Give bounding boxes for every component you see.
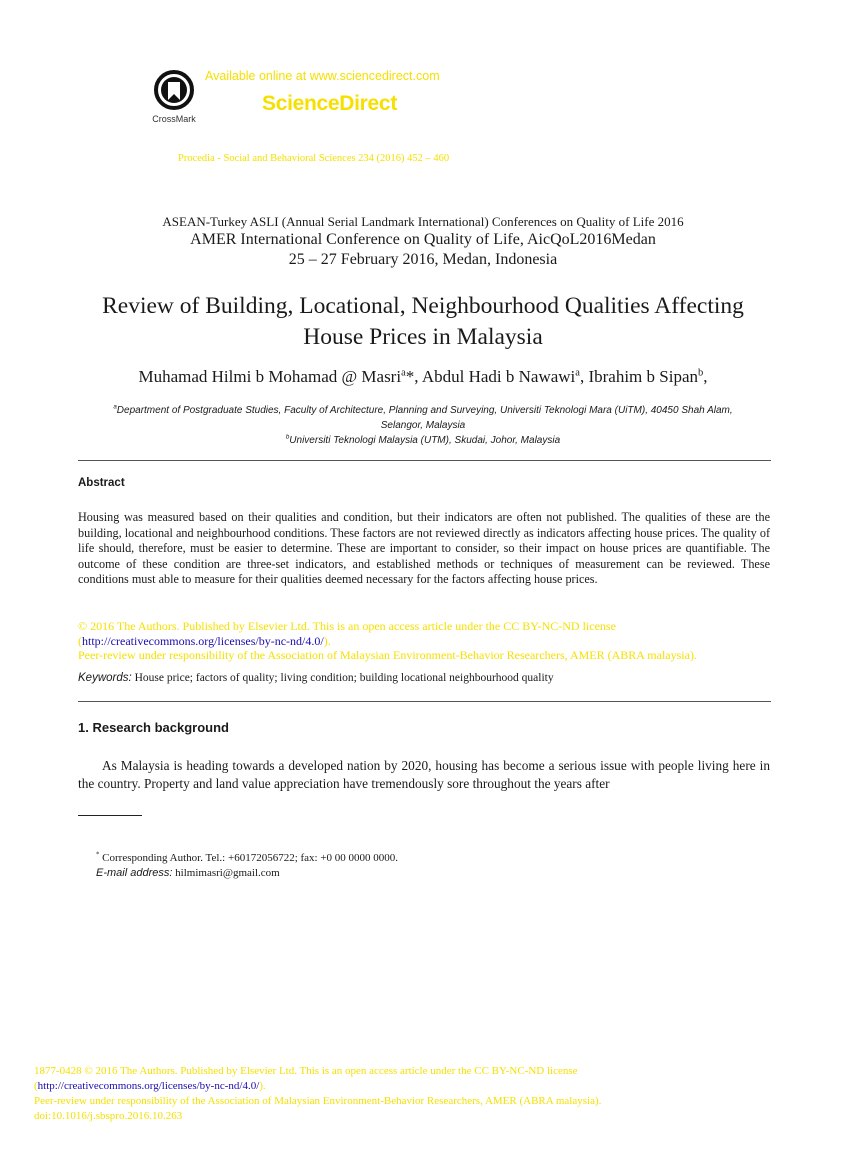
footer-url-line (34, 1079, 601, 1094)
section-paragraph: As Malaysia is heading towards a developed nation by 2020, housing has become a serious issue with people living here in the country. Property and land value appreciation have tremendously sore throughout the years after (78, 758, 770, 791)
license-url-link[interactable]: http://creativecommons.org/licenses/by-nc-nd/4.0/ (82, 633, 324, 648)
title-line-2: House Prices in Malaysia (303, 324, 543, 350)
section-heading: 1. Research background (78, 720, 229, 735)
email-line (96, 866, 398, 881)
footer-url-link[interactable]: http://creativecommons.org/licenses/by-nc-nd/4.0/ (37, 1080, 260, 1092)
affiliation-a-line-1: Department of Postgraduate Studies, Faculty of Architecture, Planning and Surveying, Universiti Teknologi Mara (UiTM), 40450 Shah Alam, (116, 405, 733, 416)
divider (78, 701, 771, 702)
author-2-affiliation-mark: a (575, 367, 580, 379)
author-separator: , (579, 367, 589, 386)
license-statement: © 2016 The Authors. Published by Elsevier Ltd. This is an open access article under the CC BY-NC-ND license (78, 619, 616, 633)
footer-doi[interactable]: doi:10.1016/j.sbspro.2016.10.263 (34, 1110, 183, 1122)
author-3: Ibrahim b Sipan (588, 367, 699, 386)
author-1: Muhamad Hilmi b Mohamad @ Masri (138, 367, 402, 386)
paper-title (60, 291, 786, 353)
affiliation-a-mark: a (113, 403, 117, 411)
affiliation-a-line-2: Selangor, Malaysia (380, 420, 466, 431)
email-address[interactable]: hilmimasri@gmail.com (172, 866, 280, 879)
keywords-list: House price; factors of quality; living condition; building locational neighbourhood quality (131, 672, 554, 684)
title-line-1: Review of Building, Locational, Neighbourhood Qualities Affecting (102, 293, 744, 319)
peer-review-statement: Peer-review under responsibility of the Association of Malaysian Environment-Behavior Researchers, AMER (ABRA malaysia). (78, 648, 697, 662)
conference-series: ASEAN-Turkey ASLI (Annual Serial Landmark International) Conferences on Quality of Life 2016 (162, 214, 684, 229)
footer-peer-review: Peer-review under responsibility of the Association of Malaysian Environment-Behavior Researchers, AMER (ABRA malaysia). (34, 1095, 602, 1107)
affiliation-b (78, 433, 768, 448)
abstract-body: Housing was measured based on their qualities and condition, but their indicators are often not published. The qualities of these are the building, locational and neighbourhood conditions. These factors are not reviewed directly as indicators affecting house prices. The quality of life should, therefore, must be easier to determine. These are important to consider, so their impact on house prices are quantifiable. The outcome of these condition are three-set indicators, and established methods or techniques of measurement can be reviewed. These conditions must able to measure for their qualities deemed necessary for the factors affecting house prices. (78, 510, 770, 587)
corresponding-contact: Corresponding Author. Tel.: +60172056722; fax: +0 00 0000 0000. (99, 852, 399, 864)
divider (78, 460, 771, 461)
conference-name: AMER International Conference on Quality of Life, AicQoL2016Medan (190, 231, 656, 248)
author-1-affiliation-mark: a (401, 367, 406, 379)
footer-paren-open: ( (34, 1080, 38, 1092)
email-label: E-mail address: (96, 866, 173, 879)
corresponding-author-note (96, 851, 398, 866)
author-list (60, 367, 786, 387)
footnote-mark: * (96, 851, 100, 859)
page-footer (34, 1064, 601, 1124)
abstract-heading: Abstract (78, 477, 125, 489)
section-body (78, 757, 770, 792)
license-paren-open: ( (78, 633, 82, 648)
conference-date-location: 25 – 27 February 2016, Medan, Indonesia (288, 251, 558, 268)
crossmark-badge[interactable] (150, 70, 198, 124)
footer-paren-close: ). (259, 1080, 266, 1092)
sciencedirect-logo[interactable]: ScienceDirect (262, 92, 398, 115)
crossmark-icon (154, 70, 194, 112)
corresponding-mark: *, (405, 367, 422, 386)
author-separator: , (703, 367, 708, 386)
footnote (96, 851, 398, 880)
author-3-affiliation-mark: b (698, 367, 704, 379)
author-2: Abdul Hadi b Nawawi (421, 367, 576, 386)
license-url-line (78, 634, 770, 649)
footer-license: 1877-0428 © 2016 The Authors. Published by Elsevier Ltd. This is an open access article under the CC BY-NC-ND license (34, 1065, 578, 1077)
crossmark-label: CrossMark (152, 114, 196, 124)
affiliations (78, 403, 768, 448)
journal-citation: Procedia - Social and Behavioral Sciences 234 (2016) 452 – 460 (178, 153, 450, 164)
affiliation-b-mark: b (285, 433, 290, 441)
available-online-link[interactable]: Available online at www.sciencedirect.com (205, 69, 440, 83)
keywords (78, 672, 770, 684)
affiliation-b-text: Universiti Teknologi Malaysia (UTM), Skudai, Johor, Malaysia (289, 435, 561, 446)
license-block (78, 619, 770, 663)
footnote-rule (78, 815, 142, 816)
license-paren-close: ). (323, 633, 331, 648)
affiliation-a (78, 403, 768, 418)
keywords-label: Keywords: (78, 672, 132, 684)
